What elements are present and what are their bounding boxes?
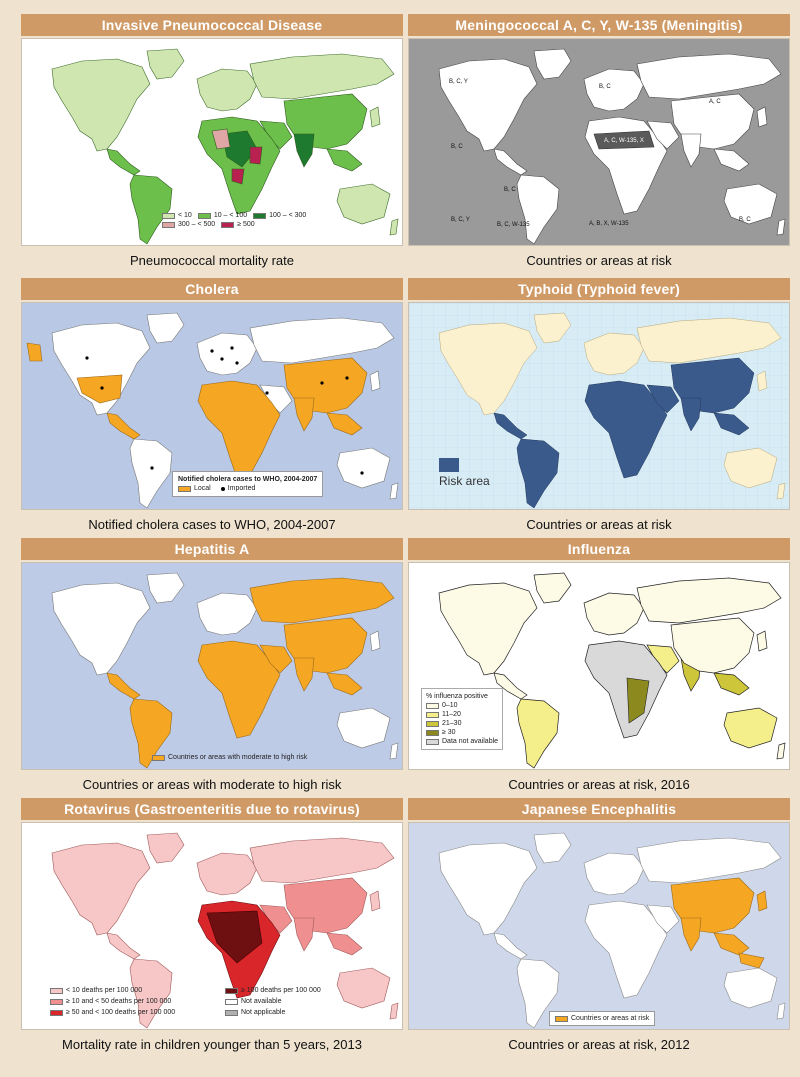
world-map <box>21 302 403 510</box>
map-label: B, C <box>739 217 751 223</box>
legend-title: % influenza positive <box>426 693 488 700</box>
panel-caption: Mortality rate in children younger than 5 years, 2013 <box>62 1037 362 1052</box>
panel-caption: Countries or areas with moderate to high risk <box>82 777 342 792</box>
legend-item <box>198 211 247 220</box>
world-map <box>408 38 790 246</box>
legend-swatch <box>225 988 238 994</box>
legend-swatch <box>439 458 459 472</box>
legend-swatch <box>178 486 191 492</box>
panel-title: Rotavirus (Gastroenteritis due to rotavirus) <box>21 798 403 820</box>
legend-item <box>426 737 498 746</box>
legend-swatch <box>162 213 175 219</box>
legend-swatch <box>426 703 439 709</box>
legend-label: 300 – < 500 <box>178 221 216 228</box>
legend-swatch <box>152 755 165 761</box>
legend-item <box>426 728 498 737</box>
map-svg <box>409 39 789 245</box>
panel-title: Hepatitis A <box>21 538 403 560</box>
legend-label: Not applicable <box>241 1009 286 1016</box>
legend-label: ≥ 10 and < 50 deaths per 100 000 <box>66 998 172 1005</box>
legend-label: Data not available <box>442 738 499 745</box>
legend-label: ≥ 100 deaths per 100 000 <box>241 987 321 994</box>
legend-label: ≥ 30 <box>442 729 456 736</box>
legend-swatch <box>221 222 234 228</box>
world-map <box>21 38 403 246</box>
legend-swatch <box>50 988 63 994</box>
world-map <box>21 562 403 770</box>
panel-pneumococcal <box>21 14 403 268</box>
legend-item <box>152 753 307 762</box>
panel-title: Cholera <box>21 278 403 300</box>
map-svg <box>22 563 402 769</box>
legend-swatch <box>426 721 439 727</box>
panel-hepatitis-a <box>21 538 403 792</box>
legend-swatch <box>426 712 439 718</box>
legend-item <box>439 458 490 488</box>
legend-item <box>426 710 498 719</box>
legend-swatch <box>50 999 63 1005</box>
legend-swatch <box>162 222 175 228</box>
legend-item <box>162 220 215 229</box>
legend-swatch <box>426 739 439 745</box>
legend-items <box>178 484 317 493</box>
legend-label: 21–30 <box>442 720 462 727</box>
panel-caption: Countries or areas at risk, 2016 <box>508 777 690 792</box>
legend-label: ≥ 50 and < 100 deaths per 100 000 <box>66 1009 176 1016</box>
legend-item <box>221 220 254 229</box>
map-label: B, C, Y <box>451 217 470 223</box>
legend-dot <box>221 487 225 491</box>
map-label: B, C <box>504 187 516 193</box>
panel-influenza <box>408 538 790 792</box>
world-map <box>408 822 790 1030</box>
legend-item <box>253 211 306 220</box>
legend-item <box>50 1008 225 1017</box>
map-label: B, C <box>599 84 611 90</box>
panel-japanese-encephalitis <box>408 798 790 1052</box>
map-label: B, C, Y <box>449 79 468 85</box>
panel-caption: Countries or areas at risk <box>526 517 672 532</box>
map-legend <box>549 1011 655 1026</box>
legend-item <box>225 986 365 995</box>
panel-caption: Notified cholera cases to WHO, 2004-2007 <box>88 517 336 532</box>
map-label: A, C, W-135, X <box>604 138 644 144</box>
legend-item <box>178 484 211 493</box>
legend-swatch <box>225 999 238 1005</box>
legend-item <box>555 1014 649 1023</box>
legend-item <box>426 719 498 728</box>
legend-item <box>426 701 498 710</box>
map-legend <box>152 753 307 762</box>
legend-swatch <box>225 1010 238 1016</box>
map-label: A, C <box>709 99 721 105</box>
legend-item <box>50 997 225 1006</box>
legend-label: < 10 deaths per 100 000 <box>66 987 143 994</box>
panel-title: Influenza <box>408 538 790 560</box>
map-label: A, B, X, W-135 <box>589 221 629 227</box>
map-legend <box>439 458 490 488</box>
panel-cholera <box>21 278 403 532</box>
legend-swatch <box>253 213 266 219</box>
legend-swatch <box>50 1010 63 1016</box>
world-map <box>408 302 790 510</box>
panel-title: Typhoid (Typhoid fever) <box>408 278 790 300</box>
map-label: B, C <box>451 144 463 150</box>
map-svg <box>409 823 789 1029</box>
panel-title: Japanese Encephalitis <box>408 798 790 820</box>
panel-title: Invasive Pneumococcal Disease <box>21 14 403 36</box>
legend-item <box>162 211 192 220</box>
legend-label: Not available <box>241 998 282 1005</box>
legend-label: Countries or areas with moderate to high risk <box>168 754 308 761</box>
world-map <box>21 822 403 1030</box>
panel-caption: Countries or areas at risk <box>526 253 672 268</box>
legend-label: Countries or areas at risk <box>571 1015 650 1022</box>
legend-label: Imported <box>227 485 256 492</box>
panel-caption: Countries or areas at risk, 2012 <box>508 1037 690 1052</box>
map-legend <box>162 211 332 229</box>
legend-item <box>225 997 365 1006</box>
legend-title: Notified cholera cases to WHO, 2004-2007 <box>178 476 318 483</box>
panel-title: Meningococcal A, C, Y, W-135 (Meningitis) <box>408 14 790 36</box>
legend-label: 10 – < 100 <box>213 212 248 219</box>
legend-swatch <box>555 1016 568 1022</box>
legend-swatch <box>198 213 211 219</box>
legend-label: Risk area <box>439 474 490 488</box>
legend-label: < 10 <box>178 212 192 219</box>
legend-label: 100 – < 300 <box>269 212 307 219</box>
legend-label: ≥ 500 <box>237 221 255 228</box>
map-legend <box>421 688 503 750</box>
panel-typhoid <box>408 278 790 532</box>
map-legend <box>172 471 323 497</box>
panel-rotavirus <box>21 798 403 1052</box>
legend-swatch <box>426 730 439 736</box>
panel-caption: Pneumococcal mortality rate <box>129 253 294 268</box>
map-label: B, C, W-135 <box>497 222 530 228</box>
legend-item <box>221 484 256 493</box>
legend-label: 11–20 <box>442 711 461 718</box>
legend-item <box>225 1008 365 1017</box>
panel-meningococcal <box>408 14 790 268</box>
legend-label: Local <box>194 485 211 492</box>
map-legend <box>50 986 365 1017</box>
legend-item <box>50 986 225 995</box>
world-map <box>408 562 790 770</box>
legend-label: 0–10 <box>442 702 458 709</box>
